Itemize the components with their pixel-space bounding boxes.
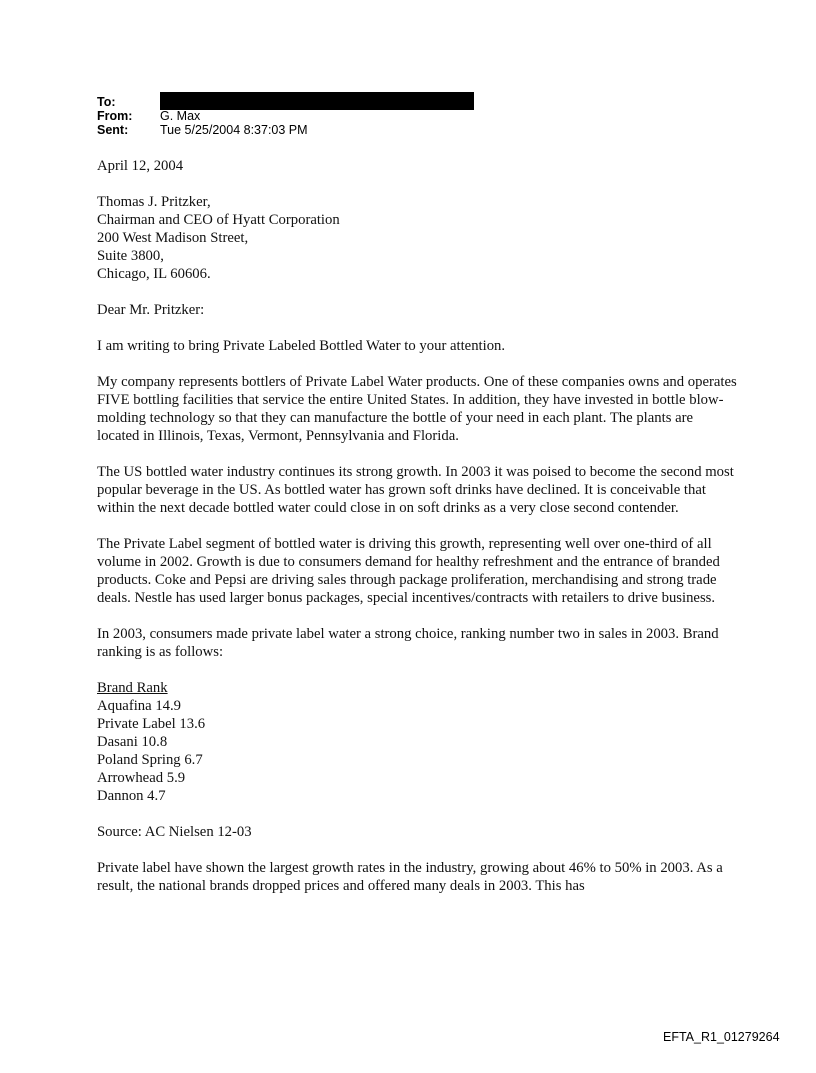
brand-rank-list <box>97 679 737 805</box>
redaction-block <box>160 92 474 110</box>
from-row <box>97 109 474 123</box>
source-note: Source: AC Nielsen 12-03 <box>97 824 252 840</box>
paragraph: The US bottled water industry continues its strong growth. In 2003 it was poised to become the second most popular beverage in the US. As bottled water has grown soft drinks have declined. It is conceivable that within the next decade bottled water could close in on soft drinks as a very close second contender. <box>97 464 734 516</box>
paragraph: The Private Label segment of bottled water is driving this growth, representing well over one-third of all volume in 2002. Growth is due to consumers demand for healthy refreshment and the entrance of branded products. Coke and Pepsi are driving sales through package proliferation, merchandising and strong trade deals. Nestle has used larger bonus packages, special incentives/contracts with retailers to drive business. <box>97 536 720 606</box>
paragraph: I am writing to bring Private Labeled Bottled Water to your attention. <box>97 338 506 354</box>
address-line: Chairman and CEO of Hyatt Corporation <box>97 212 340 228</box>
brand-rank-heading: Brand Rank <box>97 680 168 696</box>
brand-rank-item: Dasani 10.8 <box>97 734 168 750</box>
address-line: Thomas J. Pritzker, <box>97 194 211 210</box>
recipient-address <box>97 193 737 283</box>
sent-row <box>97 123 474 137</box>
sent-label: Sent: <box>97 123 129 137</box>
letter-date: April 12, 2004 <box>97 158 184 174</box>
brand-rank-item: Poland Spring 6.7 <box>97 752 203 768</box>
paragraph: Private label have shown the largest growth rates in the industry, growing about 46% to 50% in 2003. As a result, the national brands dropped prices and offered many deals in 2003. This has <box>97 860 723 894</box>
document-id: EFTA_R1_01279264 <box>663 1030 780 1044</box>
salutation: Dear Mr. Pritzker: <box>97 302 205 318</box>
brand-rank-item: Dannon 4.7 <box>97 788 166 804</box>
brand-rank-item: Private Label 13.6 <box>97 716 206 732</box>
to-row <box>97 95 474 109</box>
address-line: Suite 3800, <box>97 248 164 264</box>
brand-rank-item: Arrowhead 5.9 <box>97 770 186 786</box>
address-line: 200 West Madison Street, <box>97 230 249 246</box>
letter-body <box>97 157 737 913</box>
email-header <box>97 95 474 137</box>
address-line: Chicago, IL 60606. <box>97 266 211 282</box>
to-label: To: <box>97 95 116 109</box>
brand-rank-item: Aquafina 14.9 <box>97 698 182 714</box>
paragraph: My company represents bottlers of Private Label Water products. One of these companies owns and operates FIVE bottling facilities that service the entire United States. In addition, they have invested in bottle blow-molding technology so that they can manufacture the bottle of your need in each plant. The plants are located in Illinois, Texas, Vermont, Pennsylvania and Florida. <box>97 374 737 444</box>
from-value: G. Max <box>160 109 201 123</box>
paragraph: In 2003, consumers made private label water a strong choice, ranking number two in sales in 2003. Brand ranking is as follows: <box>97 626 719 660</box>
sent-value: Tue 5/25/2004 8:37:03 PM <box>160 123 308 137</box>
from-label: From: <box>97 109 133 123</box>
